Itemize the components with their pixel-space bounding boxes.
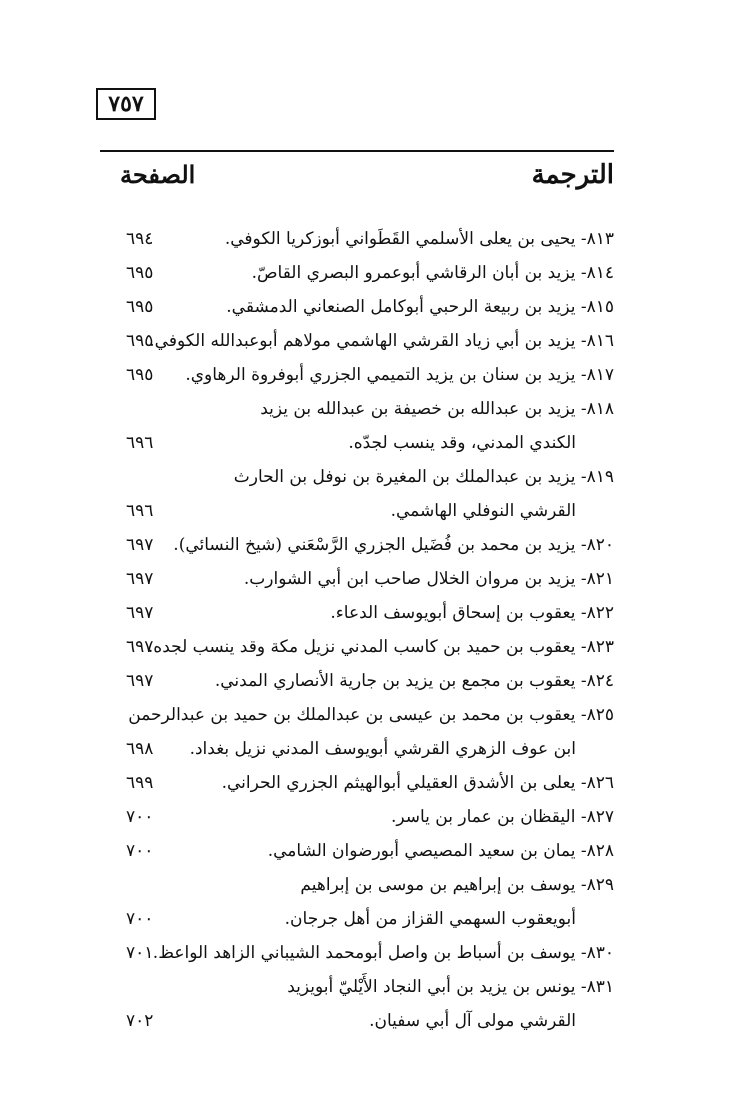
index-entry-continuation	[100, 732, 614, 766]
entry-text: ٨٣١- يونس بن يزيد بن أبي النجاد الأَيْليّ أبويزيد	[287, 977, 614, 997]
index-entry	[100, 596, 614, 630]
index-entry	[100, 698, 614, 732]
entry-page: ٦٩٥	[126, 331, 154, 351]
index-entry-continuation	[100, 902, 614, 936]
entry-page: ٧٠٠	[126, 909, 154, 929]
entry-page: ٦٩٧	[126, 535, 154, 555]
index-entry	[100, 392, 614, 426]
index-entry	[100, 562, 614, 596]
entry-text: ٨٢٨- يمان بن سعيد المصيصي أبورضوان الشامي.	[267, 841, 614, 861]
entry-text: ٨١٤- يزيد بن أبان الرقاشي أبوعمرو البصري القاصّ.	[251, 263, 614, 283]
index-entries	[100, 222, 614, 1038]
entry-text: ٨٣٠- يوسف بن أسباط بن واصل أبومحمد الشيباني الزاهد الواعظ.	[152, 943, 614, 963]
entry-page: ٧٠٠	[126, 841, 154, 861]
page-number	[96, 88, 156, 120]
table-header	[100, 150, 614, 202]
entry-page: ٦٩٤	[126, 229, 154, 249]
entry-page: ٦٩٩	[126, 773, 154, 793]
entry-page: ٦٩٧	[126, 671, 154, 691]
entry-text: ٨٢٧- اليقظان بن عمار بن ياسر.	[390, 807, 614, 827]
index-entry-continuation	[100, 1004, 614, 1038]
index-entry	[100, 222, 614, 256]
entry-page: ٧٠١	[126, 943, 154, 963]
index-entry	[100, 528, 614, 562]
entry-page: ٦٩٥	[126, 263, 154, 283]
entry-page: ٦٩٧	[126, 569, 154, 589]
entry-text: ابن عوف الزهري القرشي أبويوسف المدني نزيل بغداد.	[189, 739, 576, 759]
header-title: الترجمة	[531, 160, 614, 190]
index-entry	[100, 460, 614, 494]
header-page-label: الصفحة	[120, 160, 196, 189]
entry-text: ٨٢١- يزيد بن مروان الخلال صاحب ابن أبي الشوارب.	[243, 569, 614, 589]
index-entry	[100, 834, 614, 868]
index-entry	[100, 766, 614, 800]
entry-page: ٦٩٦	[126, 501, 154, 521]
index-entry	[100, 256, 614, 290]
index-entry	[100, 324, 614, 358]
index-entry	[100, 868, 614, 902]
entry-page: ٦٩٥	[126, 297, 154, 317]
entry-page: ٦٩٥	[126, 365, 154, 385]
entry-text: القرشي النوفلي الهاشمي.	[390, 501, 576, 521]
entry-text: ٨١٧- يزيد بن سنان بن يزيد التميمي الجزري أبوفروة الرهاوي.	[185, 365, 614, 385]
entry-page: ٦٩٧	[126, 637, 154, 657]
entry-text: ٨١٨- يزيد بن عبدالله بن خصيفة بن عبدالله بن يزيد	[260, 399, 614, 419]
entry-text: ٨٢٩- يوسف بن إبراهيم بن موسى بن إبراهيم	[300, 875, 614, 895]
entry-page: ٧٠٠	[126, 807, 154, 827]
entry-page: ٦٩٨	[126, 739, 154, 759]
index-entry	[100, 290, 614, 324]
entry-text: ٨١٣- يحيى بن يعلى الأسلمي القَطَواني أبوزكريا الكوفي.	[224, 229, 614, 249]
entry-text: ٨١٩- يزيد بن عبدالملك بن المغيرة بن نوفل بن الحارث	[233, 467, 614, 487]
entry-text: ٨٢٣- يعقوب بن حميد بن كاسب المدني نزيل مكة وقد ينسب لجده.	[147, 637, 614, 657]
entry-text: ٨١٥- يزيد بن ربيعة الرحبي أبوكامل الصنعاني الدمشقي.	[226, 297, 614, 317]
index-entry	[100, 800, 614, 834]
page-number-text: ٧٥٧	[108, 91, 144, 117]
entry-text: ٨٢٦- يعلى بن الأشدق العقيلي أبوالهيثم الجزري الحراني.	[221, 773, 614, 793]
index-entry	[100, 358, 614, 392]
index-entry	[100, 664, 614, 698]
entry-page: ٦٩٧	[126, 603, 154, 623]
entry-text: ٨٢٠- يزيد بن محمد بن فُضَيل الجزري الرَّسْعَني (شيخ النسائي).	[173, 535, 614, 555]
entry-page: ٦٩٦	[126, 433, 154, 453]
index-entry	[100, 630, 614, 664]
index-entry	[100, 936, 614, 970]
entry-text: الكندي المدني، وقد ينسب لجدّه.	[348, 433, 576, 453]
index-entry-continuation	[100, 494, 614, 528]
entry-text: أبويعقوب السهمي القزاز من أهل جرجان.	[284, 909, 576, 929]
entry-text: ٨٢٤- يعقوب بن مجمع بن يزيد بن جارية الأنصاري المدني.	[214, 671, 614, 691]
index-entry	[100, 970, 614, 1004]
entry-text: ٨٢٥- يعقوب بن محمد بن عيسى بن عبدالملك بن حميد بن عبدالرحمن	[128, 705, 614, 725]
entry-text: ٨٢٢- يعقوب بن إسحاق أبويوسف الدعاء.	[330, 603, 614, 623]
entry-page: ٧٠٢	[126, 1011, 154, 1031]
entry-text: القرشي مولى آل أبي سفيان.	[369, 1011, 576, 1031]
index-entry-continuation	[100, 426, 614, 460]
entry-text: ٨١٦- يزيد بن أبي زياد القرشي الهاشمي مولاهم أبوعبدالله الكوفي.	[149, 331, 614, 351]
